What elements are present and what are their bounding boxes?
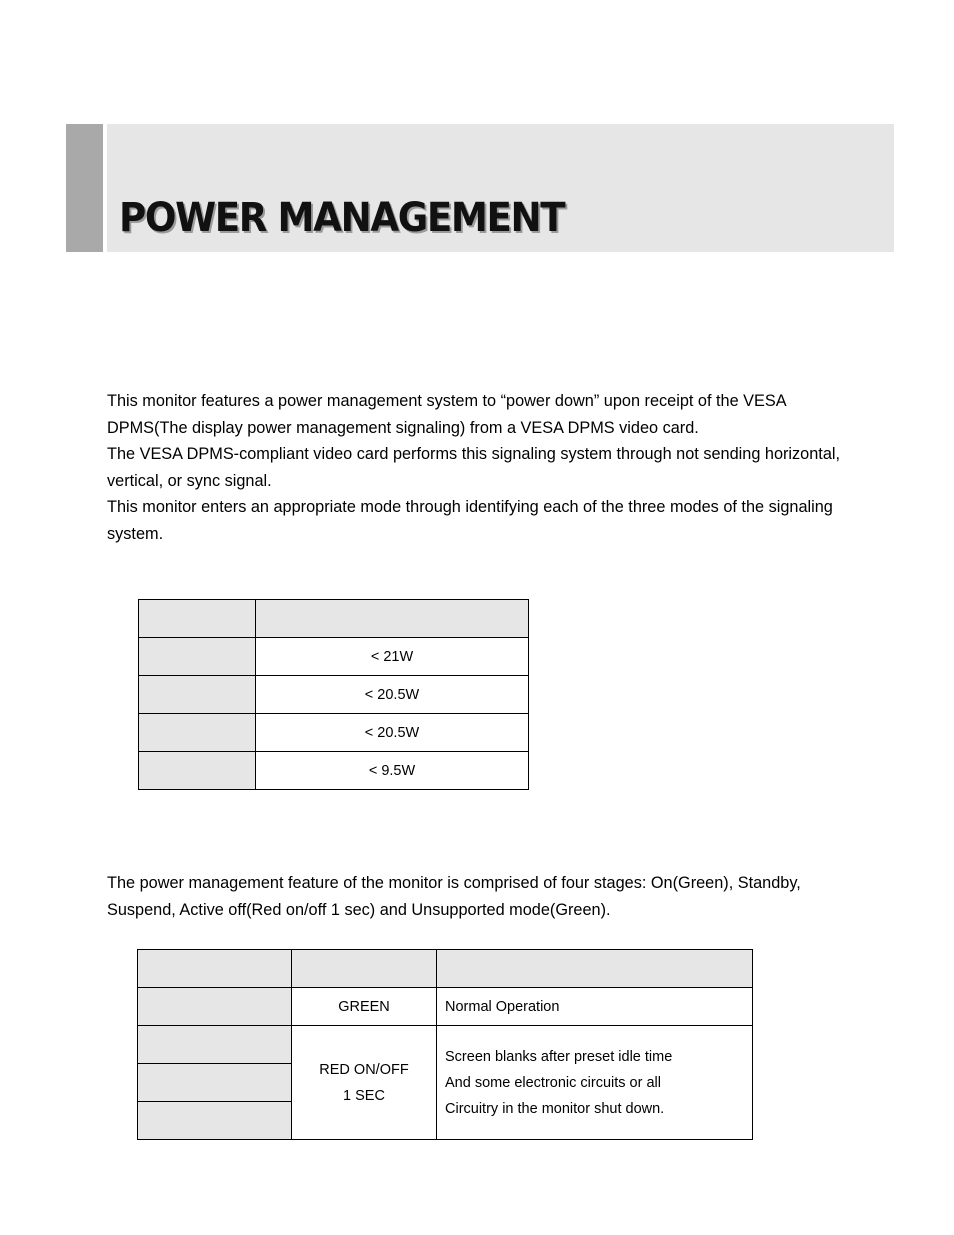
mode-label-cell: [138, 1026, 292, 1064]
header-divider: [103, 124, 107, 252]
led-indicator-table: [137, 949, 753, 1140]
power-value-cell: < 20.5W: [256, 714, 529, 752]
description-cell: Normal Operation: [437, 988, 753, 1026]
mode-label-cell: [138, 1102, 292, 1140]
table-header-row: [139, 600, 529, 638]
mode-label-cell: [139, 676, 256, 714]
description-line: And some electronic circuits or all: [445, 1074, 661, 1091]
table-header-cell: [138, 950, 292, 988]
table-row: [138, 988, 753, 1026]
power-value-cell: < 21W: [256, 638, 529, 676]
mode-label-cell: [138, 988, 292, 1026]
header-tab-accent: [66, 124, 103, 252]
led-status-line: RED ON/OFF: [319, 1061, 409, 1078]
mode-label-cell: [139, 714, 256, 752]
table-row: [139, 638, 529, 676]
table-header-row: [138, 950, 753, 988]
intro-paragraph-1: This monitor features a power management system to “power down” upon receipt of the VESA DPMS(The display power management signaling) from a VESA DPMS video card.: [107, 392, 786, 437]
table-header-cell: [292, 950, 437, 988]
intro-paragraph-3: This monitor enters an appropriate mode through identifying each of the three modes of the signaling system.: [107, 498, 833, 543]
table-row: [139, 714, 529, 752]
led-status-line: 1 SEC: [343, 1087, 385, 1104]
description-line: Circuitry in the monitor shut down.: [445, 1100, 665, 1117]
intro-paragraph-2: The VESA DPMS-compliant video card performs this signaling system through not sending horizontal, vertical, or sync signal.: [107, 445, 841, 490]
table-header-cell: [437, 950, 753, 988]
power-value-cell: < 20.5W: [256, 676, 529, 714]
table-header-cell: [139, 600, 256, 638]
stages-paragraph: The power management feature of the monitor is comprised of four stages: On(Green), Standby, Suspend, Active off(Red on/off 1 sec) and Unsupported mode(Green).: [107, 874, 801, 919]
table-row: [138, 1026, 753, 1064]
description-cell: [437, 1026, 753, 1140]
mode-label-cell: [139, 638, 256, 676]
table-header-cell: [256, 600, 529, 638]
table-row: [139, 676, 529, 714]
page-title: POWER MANAGEMENT: [119, 195, 565, 241]
mode-label-cell: [138, 1064, 292, 1102]
power-consumption-table: [138, 599, 529, 790]
mode-label-cell: [139, 752, 256, 790]
led-status-cell: GREEN: [292, 988, 437, 1026]
power-value-cell: < 9.5W: [256, 752, 529, 790]
table-row: [139, 752, 529, 790]
led-status-cell: [292, 1026, 437, 1140]
description-line: Screen blanks after preset idle time: [445, 1048, 673, 1065]
